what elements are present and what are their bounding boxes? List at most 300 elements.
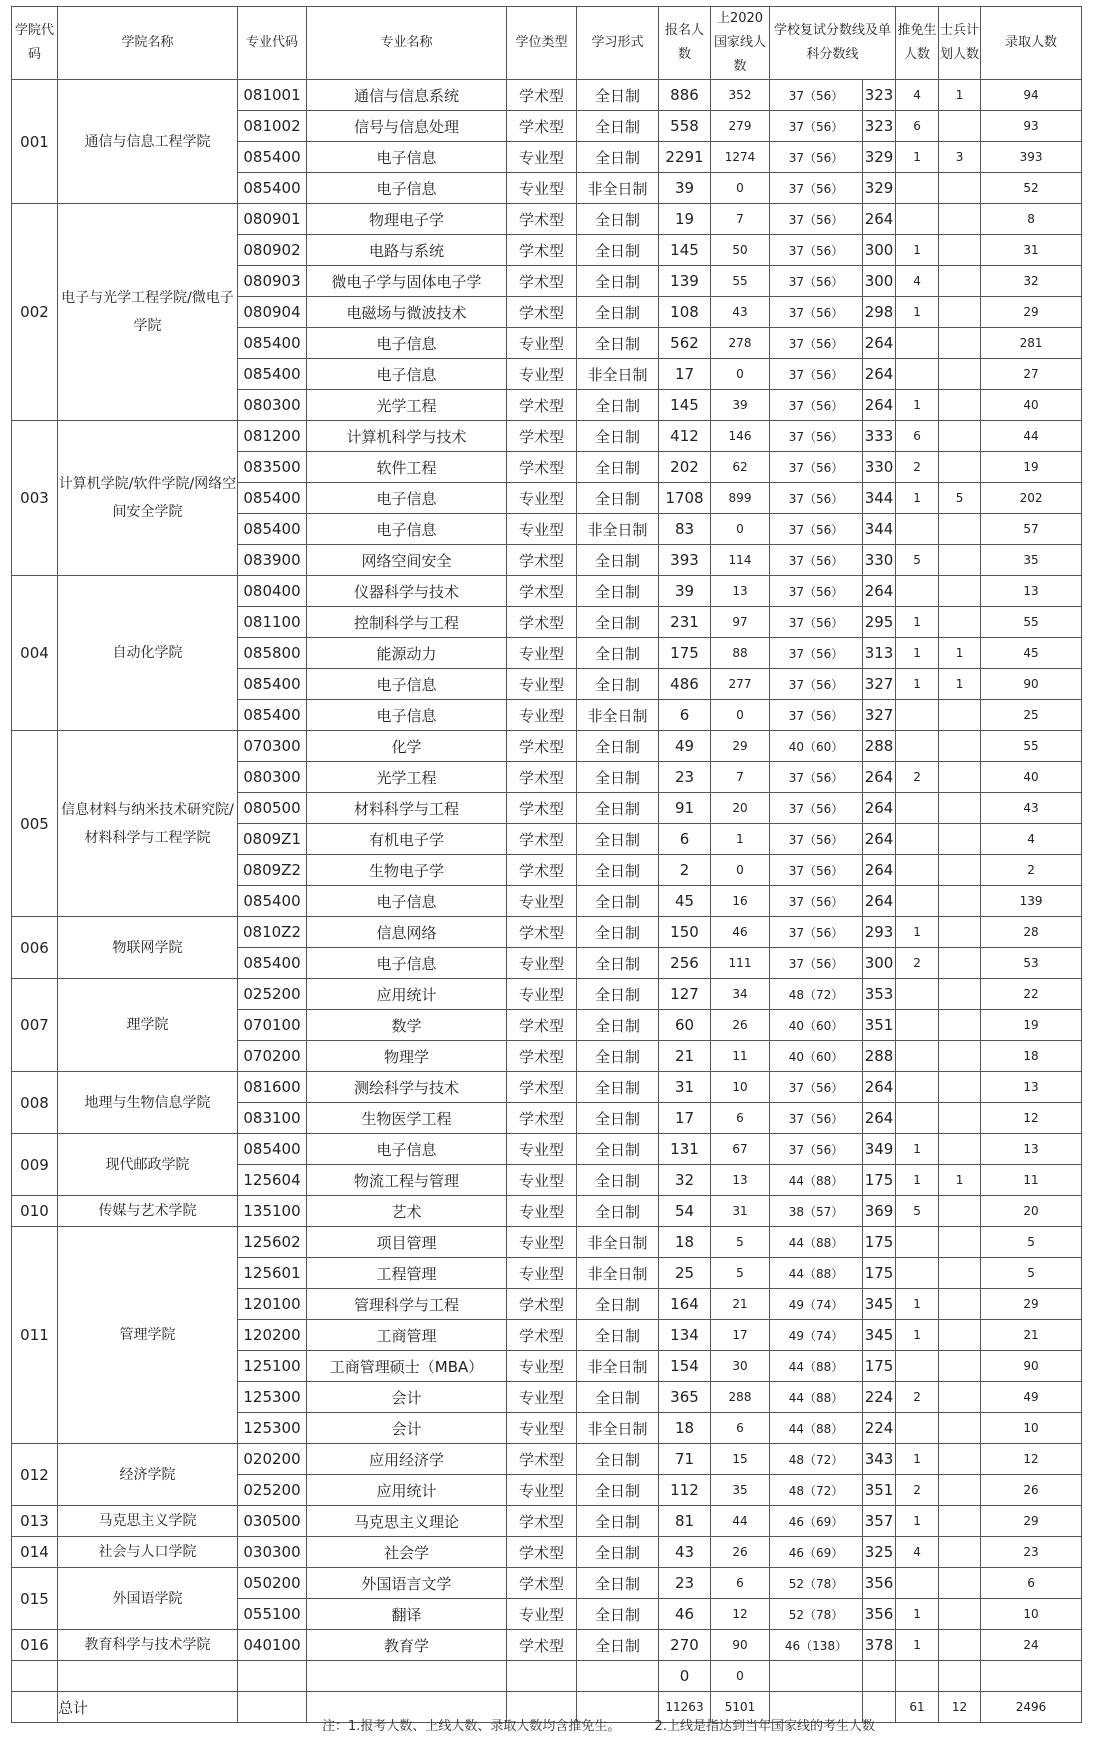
retest-score: 37（56） bbox=[770, 204, 863, 235]
degree-type: 学术型 bbox=[507, 1568, 577, 1599]
table-row bbox=[12, 204, 1082, 235]
major-code: 125100 bbox=[238, 1351, 307, 1382]
retest-total: 264 bbox=[863, 1072, 896, 1103]
major-code: 120200 bbox=[238, 1320, 307, 1351]
degree-type: 学术型 bbox=[507, 111, 577, 142]
above-line: 0 bbox=[711, 514, 770, 545]
degree-type: 专业型 bbox=[507, 886, 577, 917]
degree-type: 学术型 bbox=[507, 1072, 577, 1103]
admitted: 55 bbox=[981, 607, 1082, 638]
above-line: 0 bbox=[711, 173, 770, 204]
degree-type: 专业型 bbox=[507, 700, 577, 731]
major-code: 081200 bbox=[238, 421, 307, 452]
admitted: 12 bbox=[981, 1103, 1082, 1134]
retest-score: 37（56） bbox=[770, 328, 863, 359]
total-applicants: 11263 bbox=[659, 1692, 711, 1723]
empty-cell bbox=[577, 1661, 659, 1692]
study-mode: 全日制 bbox=[577, 731, 659, 762]
major-code: 083900 bbox=[238, 545, 307, 576]
soldier bbox=[939, 235, 981, 266]
recommended: 6 bbox=[896, 421, 939, 452]
study-mode: 全日制 bbox=[577, 483, 659, 514]
header-major-name: 专业名称 bbox=[307, 7, 507, 80]
empty-cell bbox=[58, 1661, 238, 1692]
retest-total: 344 bbox=[863, 483, 896, 514]
retest-total: 300 bbox=[863, 948, 896, 979]
major-name: 马克思主义理论 bbox=[307, 1506, 507, 1537]
soldier bbox=[939, 1599, 981, 1630]
retest-total: 264 bbox=[863, 855, 896, 886]
applicants: 39 bbox=[659, 173, 711, 204]
admitted: 202 bbox=[981, 483, 1082, 514]
major-code: 025200 bbox=[238, 1475, 307, 1506]
retest-score: 40（60） bbox=[770, 1010, 863, 1041]
soldier bbox=[939, 793, 981, 824]
retest-score: 49（74） bbox=[770, 1289, 863, 1320]
major-name: 物流工程与管理 bbox=[307, 1165, 507, 1196]
degree-type: 专业型 bbox=[507, 1351, 577, 1382]
soldier bbox=[939, 1413, 981, 1444]
college-name: 传媒与艺术学院 bbox=[58, 1196, 238, 1227]
major-name: 工商管理硕士（MBA） bbox=[307, 1351, 507, 1382]
above-line: 26 bbox=[711, 1537, 770, 1568]
major-name: 社会学 bbox=[307, 1537, 507, 1568]
above-line: 10 bbox=[711, 1072, 770, 1103]
retest-score: 37（56） bbox=[770, 669, 863, 700]
recommended bbox=[896, 886, 939, 917]
soldier bbox=[939, 514, 981, 545]
major-name: 微电子学与固体电子学 bbox=[307, 266, 507, 297]
header-major-code: 专业代码 bbox=[238, 7, 307, 80]
retest-score: 37（56） bbox=[770, 514, 863, 545]
major-name: 教育学 bbox=[307, 1630, 507, 1661]
above-line: 6 bbox=[711, 1103, 770, 1134]
retest-total: 351 bbox=[863, 1010, 896, 1041]
major-name: 会计 bbox=[307, 1382, 507, 1413]
degree-type: 学术型 bbox=[507, 421, 577, 452]
college-code: 003 bbox=[12, 421, 58, 576]
empty-cell bbox=[770, 1661, 863, 1692]
empty-cell bbox=[939, 1661, 981, 1692]
table-row bbox=[12, 1134, 1082, 1165]
empty-cell bbox=[12, 1692, 58, 1723]
retest-score: 44（88） bbox=[770, 1351, 863, 1382]
major-code: 081100 bbox=[238, 607, 307, 638]
degree-type: 专业型 bbox=[507, 638, 577, 669]
above-line: 20 bbox=[711, 793, 770, 824]
degree-type: 专业型 bbox=[507, 1475, 577, 1506]
study-mode: 全日制 bbox=[577, 545, 659, 576]
major-name: 外国语言文学 bbox=[307, 1568, 507, 1599]
major-code: 070100 bbox=[238, 1010, 307, 1041]
recommended: 4 bbox=[896, 266, 939, 297]
recommended: 1 bbox=[896, 1134, 939, 1165]
soldier bbox=[939, 1351, 981, 1382]
recommended: 2 bbox=[896, 452, 939, 483]
retest-total: 351 bbox=[863, 1475, 896, 1506]
applicants: 81 bbox=[659, 1506, 711, 1537]
above-line: 67 bbox=[711, 1134, 770, 1165]
study-mode: 全日制 bbox=[577, 855, 659, 886]
major-code: 080901 bbox=[238, 204, 307, 235]
soldier bbox=[939, 1041, 981, 1072]
table-row bbox=[12, 1196, 1082, 1227]
degree-type: 学术型 bbox=[507, 576, 577, 607]
college-code: 009 bbox=[12, 1134, 58, 1196]
study-mode: 全日制 bbox=[577, 1165, 659, 1196]
admitted: 94 bbox=[981, 80, 1082, 111]
retest-total: 288 bbox=[863, 1041, 896, 1072]
degree-type: 学术型 bbox=[507, 80, 577, 111]
degree-type: 学术型 bbox=[507, 855, 577, 886]
major-name: 信号与信息处理 bbox=[307, 111, 507, 142]
major-name: 计算机科学与技术 bbox=[307, 421, 507, 452]
recommended: 1 bbox=[896, 390, 939, 421]
major-code: 125604 bbox=[238, 1165, 307, 1196]
soldier: 5 bbox=[939, 483, 981, 514]
applicants: 17 bbox=[659, 359, 711, 390]
soldier bbox=[939, 1475, 981, 1506]
soldier bbox=[939, 731, 981, 762]
retest-score: 37（56） bbox=[770, 824, 863, 855]
retest-total: 356 bbox=[863, 1599, 896, 1630]
retest-score: 37（56） bbox=[770, 111, 863, 142]
retest-score: 38（57） bbox=[770, 1196, 863, 1227]
header-college-code: 学院代码 bbox=[12, 7, 58, 80]
major-name: 管理科学与工程 bbox=[307, 1289, 507, 1320]
major-code: 080500 bbox=[238, 793, 307, 824]
retest-total: 224 bbox=[863, 1413, 896, 1444]
retest-total: 264 bbox=[863, 886, 896, 917]
admitted: 57 bbox=[981, 514, 1082, 545]
study-mode: 全日制 bbox=[577, 1103, 659, 1134]
soldier bbox=[939, 1289, 981, 1320]
degree-type: 学术型 bbox=[507, 545, 577, 576]
soldier bbox=[939, 700, 981, 731]
applicants: 45 bbox=[659, 886, 711, 917]
footnote-2: 2.上线是指达到当年国家线的考生人数 bbox=[654, 1719, 875, 1734]
total-soldier: 12 bbox=[939, 1692, 981, 1723]
study-mode: 非全日制 bbox=[577, 1227, 659, 1258]
college-code: 013 bbox=[12, 1506, 58, 1537]
applicants: 91 bbox=[659, 793, 711, 824]
major-name: 控制科学与工程 bbox=[307, 607, 507, 638]
retest-total: 175 bbox=[863, 1227, 896, 1258]
above-line: 62 bbox=[711, 452, 770, 483]
soldier bbox=[939, 917, 981, 948]
major-code: 070300 bbox=[238, 731, 307, 762]
retest-score: 37（56） bbox=[770, 700, 863, 731]
above-line: 30 bbox=[711, 1351, 770, 1382]
admitted: 10 bbox=[981, 1413, 1082, 1444]
above-line: 31 bbox=[711, 1196, 770, 1227]
table-row bbox=[12, 1537, 1082, 1568]
major-code: 083100 bbox=[238, 1103, 307, 1134]
major-name: 光学工程 bbox=[307, 390, 507, 421]
retest-score: 52（78） bbox=[770, 1599, 863, 1630]
major-name: 应用经济学 bbox=[307, 1444, 507, 1475]
retest-score: 37（56） bbox=[770, 142, 863, 173]
above-line: 7 bbox=[711, 204, 770, 235]
recommended: 2 bbox=[896, 762, 939, 793]
major-name: 电子信息 bbox=[307, 948, 507, 979]
admitted: 11 bbox=[981, 1165, 1082, 1196]
header-admitted: 录取人数 bbox=[981, 7, 1082, 80]
applicants: 18 bbox=[659, 1227, 711, 1258]
major-code: 085400 bbox=[238, 359, 307, 390]
header-soldier: 士兵计划人数 bbox=[939, 7, 981, 80]
major-name: 电路与系统 bbox=[307, 235, 507, 266]
recommended: 1 bbox=[896, 1289, 939, 1320]
applicants: 54 bbox=[659, 1196, 711, 1227]
degree-type: 专业型 bbox=[507, 1196, 577, 1227]
retest-total: 264 bbox=[863, 793, 896, 824]
above-line: 15 bbox=[711, 1444, 770, 1475]
above-line: 114 bbox=[711, 545, 770, 576]
study-mode: 全日制 bbox=[577, 1041, 659, 1072]
major-code: 085400 bbox=[238, 483, 307, 514]
retest-total: 264 bbox=[863, 1103, 896, 1134]
retest-total: 313 bbox=[863, 638, 896, 669]
recommended: 2 bbox=[896, 1382, 939, 1413]
retest-score: 37（56） bbox=[770, 390, 863, 421]
above-line: 1274 bbox=[711, 142, 770, 173]
header-degree-type: 学位类型 bbox=[507, 7, 577, 80]
above-line: 111 bbox=[711, 948, 770, 979]
total-admitted: 2496 bbox=[981, 1692, 1082, 1723]
college-name: 通信与信息工程学院 bbox=[58, 80, 238, 204]
major-name: 物理电子学 bbox=[307, 204, 507, 235]
study-mode: 全日制 bbox=[577, 235, 659, 266]
study-mode: 全日制 bbox=[577, 1134, 659, 1165]
soldier bbox=[939, 421, 981, 452]
header-study-mode: 学习形式 bbox=[577, 7, 659, 80]
retest-score: 37（56） bbox=[770, 80, 863, 111]
recommended bbox=[896, 855, 939, 886]
above-line: 0 bbox=[711, 855, 770, 886]
major-code: 085400 bbox=[238, 328, 307, 359]
college-name: 社会与人口学院 bbox=[58, 1537, 238, 1568]
study-mode: 非全日制 bbox=[577, 359, 659, 390]
study-mode: 全日制 bbox=[577, 1568, 659, 1599]
recommended bbox=[896, 1351, 939, 1382]
study-mode: 全日制 bbox=[577, 1196, 659, 1227]
above-line: 11 bbox=[711, 1041, 770, 1072]
admitted: 13 bbox=[981, 1072, 1082, 1103]
college-code: 007 bbox=[12, 979, 58, 1072]
retest-total: 345 bbox=[863, 1289, 896, 1320]
major-code: 125300 bbox=[238, 1413, 307, 1444]
retest-total: 323 bbox=[863, 80, 896, 111]
header-above-line: 上2020国家线人数 bbox=[711, 7, 770, 80]
applicants: 49 bbox=[659, 731, 711, 762]
retest-score: 46（69） bbox=[770, 1537, 863, 1568]
major-name: 仪器科学与技术 bbox=[307, 576, 507, 607]
applicants: 21 bbox=[659, 1041, 711, 1072]
retest-score: 37（56） bbox=[770, 762, 863, 793]
soldier bbox=[939, 297, 981, 328]
degree-type: 专业型 bbox=[507, 173, 577, 204]
admitted: 26 bbox=[981, 1475, 1082, 1506]
degree-type: 学术型 bbox=[507, 204, 577, 235]
applicants: 558 bbox=[659, 111, 711, 142]
recommended: 1 bbox=[896, 297, 939, 328]
soldier bbox=[939, 545, 981, 576]
applicants: 83 bbox=[659, 514, 711, 545]
major-code: 085800 bbox=[238, 638, 307, 669]
admitted: 12 bbox=[981, 1444, 1082, 1475]
retest-total: 224 bbox=[863, 1382, 896, 1413]
admitted: 45 bbox=[981, 638, 1082, 669]
degree-type: 专业型 bbox=[507, 359, 577, 390]
soldier bbox=[939, 359, 981, 390]
header-applicants: 报名人数 bbox=[659, 7, 711, 80]
major-code: 080400 bbox=[238, 576, 307, 607]
retest-total: 295 bbox=[863, 607, 896, 638]
retest-total: 175 bbox=[863, 1165, 896, 1196]
above-line: 0 bbox=[711, 359, 770, 390]
applicants: 108 bbox=[659, 297, 711, 328]
college-code: 011 bbox=[12, 1227, 58, 1444]
major-code: 083500 bbox=[238, 452, 307, 483]
header-recommended: 推免生人数 bbox=[896, 7, 939, 80]
table-row bbox=[12, 979, 1082, 1010]
soldier bbox=[939, 1134, 981, 1165]
soldier bbox=[939, 1320, 981, 1351]
above-line: 50 bbox=[711, 235, 770, 266]
applicants: 139 bbox=[659, 266, 711, 297]
applicants: 127 bbox=[659, 979, 711, 1010]
college-name: 管理学院 bbox=[58, 1227, 238, 1444]
college-code: 006 bbox=[12, 917, 58, 979]
recommended: 1 bbox=[896, 142, 939, 173]
major-code: 125300 bbox=[238, 1382, 307, 1413]
college-name: 外国语学院 bbox=[58, 1568, 238, 1630]
above-line: 43 bbox=[711, 297, 770, 328]
footnote bbox=[322, 1715, 905, 1734]
recommended: 1 bbox=[896, 1630, 939, 1661]
major-name: 电子信息 bbox=[307, 359, 507, 390]
soldier bbox=[939, 824, 981, 855]
major-code: 120100 bbox=[238, 1289, 307, 1320]
major-name: 生物医学工程 bbox=[307, 1103, 507, 1134]
soldier: 1 bbox=[939, 669, 981, 700]
recommended: 5 bbox=[896, 1196, 939, 1227]
applicants: 256 bbox=[659, 948, 711, 979]
soldier: 1 bbox=[939, 638, 981, 669]
study-mode: 全日制 bbox=[577, 669, 659, 700]
soldier bbox=[939, 266, 981, 297]
major-code: 085400 bbox=[238, 700, 307, 731]
applicants: 25 bbox=[659, 1258, 711, 1289]
recommended: 2 bbox=[896, 1475, 939, 1506]
applicants: 39 bbox=[659, 576, 711, 607]
retest-score: 44（88） bbox=[770, 1382, 863, 1413]
major-name: 应用统计 bbox=[307, 1475, 507, 1506]
applicants: 6 bbox=[659, 824, 711, 855]
table-row bbox=[12, 731, 1082, 762]
admitted: 20 bbox=[981, 1196, 1082, 1227]
admitted: 23 bbox=[981, 1537, 1082, 1568]
retest-score: 37（56） bbox=[770, 1103, 863, 1134]
retest-total: 264 bbox=[863, 328, 896, 359]
study-mode: 全日制 bbox=[577, 266, 659, 297]
study-mode: 全日制 bbox=[577, 1506, 659, 1537]
admitted: 5 bbox=[981, 1227, 1082, 1258]
college-code: 008 bbox=[12, 1072, 58, 1134]
study-mode: 全日制 bbox=[577, 576, 659, 607]
header-retest-line: 学校复试分数线及单科分数线 bbox=[770, 7, 896, 80]
degree-type: 专业型 bbox=[507, 1227, 577, 1258]
recommended: 1 bbox=[896, 607, 939, 638]
admitted: 40 bbox=[981, 762, 1082, 793]
study-mode: 非全日制 bbox=[577, 173, 659, 204]
applicants: 231 bbox=[659, 607, 711, 638]
retest-total: 288 bbox=[863, 731, 896, 762]
admitted: 4 bbox=[981, 824, 1082, 855]
study-mode: 全日制 bbox=[577, 762, 659, 793]
college-name: 经济学院 bbox=[58, 1444, 238, 1506]
degree-type: 学术型 bbox=[507, 235, 577, 266]
major-code: 081600 bbox=[238, 1072, 307, 1103]
table-row bbox=[12, 1630, 1082, 1661]
retest-score: 46（69） bbox=[770, 1506, 863, 1537]
soldier bbox=[939, 173, 981, 204]
recommended bbox=[896, 1258, 939, 1289]
above-line: 6 bbox=[711, 1568, 770, 1599]
retest-total: 327 bbox=[863, 669, 896, 700]
applicants: 19 bbox=[659, 204, 711, 235]
degree-type: 学术型 bbox=[507, 1289, 577, 1320]
major-code: 080904 bbox=[238, 297, 307, 328]
total-label: 总计 bbox=[58, 1692, 238, 1723]
retest-total: 327 bbox=[863, 700, 896, 731]
major-code: 030500 bbox=[238, 1506, 307, 1537]
major-name: 生物电子学 bbox=[307, 855, 507, 886]
retest-score: 37（56） bbox=[770, 607, 863, 638]
study-mode: 全日制 bbox=[577, 1444, 659, 1475]
major-name: 电子信息 bbox=[307, 328, 507, 359]
study-mode: 全日制 bbox=[577, 204, 659, 235]
retest-score: 37（56） bbox=[770, 638, 863, 669]
above-line: 88 bbox=[711, 638, 770, 669]
soldier bbox=[939, 1227, 981, 1258]
major-code: 135100 bbox=[238, 1196, 307, 1227]
retest-score: 37（56） bbox=[770, 266, 863, 297]
admitted: 93 bbox=[981, 111, 1082, 142]
empty-cell bbox=[12, 1661, 58, 1692]
degree-type: 学术型 bbox=[507, 793, 577, 824]
degree-type: 专业型 bbox=[507, 514, 577, 545]
study-mode: 全日制 bbox=[577, 979, 659, 1010]
admitted: 29 bbox=[981, 1289, 1082, 1320]
degree-type: 学术型 bbox=[507, 1103, 577, 1134]
table-row bbox=[12, 80, 1082, 111]
empty-cell bbox=[307, 1661, 507, 1692]
applicants: 2291 bbox=[659, 142, 711, 173]
soldier bbox=[939, 1568, 981, 1599]
soldier bbox=[939, 452, 981, 483]
study-mode: 全日制 bbox=[577, 1382, 659, 1413]
study-mode: 全日制 bbox=[577, 452, 659, 483]
applicants: 131 bbox=[659, 1134, 711, 1165]
study-mode: 全日制 bbox=[577, 328, 659, 359]
recommended bbox=[896, 1041, 939, 1072]
degree-type: 专业型 bbox=[507, 1382, 577, 1413]
retest-score: 37（56） bbox=[770, 1134, 863, 1165]
recommended: 1 bbox=[896, 483, 939, 514]
above-line: 278 bbox=[711, 328, 770, 359]
